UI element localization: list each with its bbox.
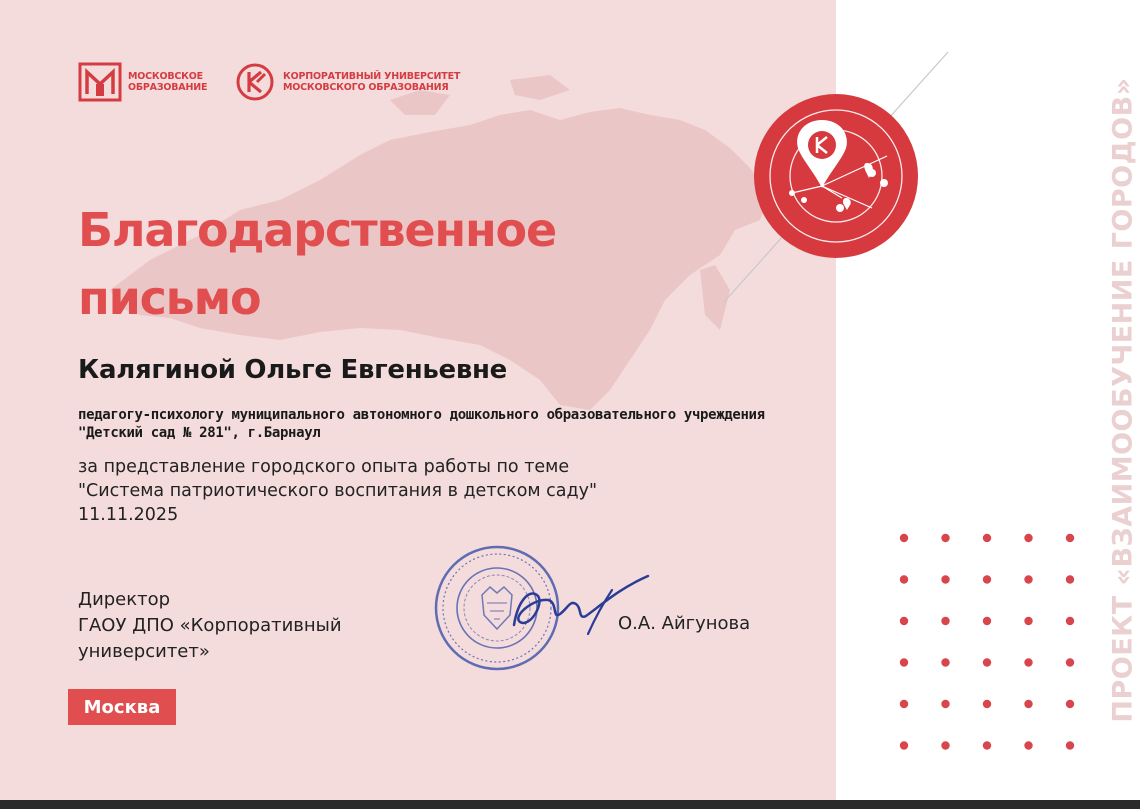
moscow-education-logo-icon bbox=[78, 62, 122, 102]
decorative-dot bbox=[1066, 617, 1074, 625]
decorative-dot bbox=[1024, 617, 1032, 625]
decorative-dot bbox=[900, 658, 908, 666]
document-date: 11.11.2025 bbox=[78, 505, 179, 525]
reason-line-1: за представление городского опыта работы по теме bbox=[78, 457, 570, 477]
logo2-line1: КОРПОРАТИВНЫЙ УНИВЕРСИТЕТ bbox=[283, 71, 461, 82]
decorative-dot bbox=[941, 658, 949, 666]
decorative-dot bbox=[1066, 575, 1074, 583]
decorative-dot bbox=[900, 700, 908, 708]
city-badge: Москва bbox=[68, 689, 176, 725]
decorative-dot bbox=[900, 575, 908, 583]
bottom-bar bbox=[0, 800, 1140, 809]
decorative-dot bbox=[1024, 741, 1032, 749]
signer-role bbox=[78, 587, 342, 665]
logo1-line1: МОСКОВСКОЕ bbox=[128, 71, 203, 82]
decorative-dot bbox=[983, 575, 991, 583]
decorative-dot bbox=[1024, 534, 1032, 542]
logo2-line2: МОСКОВСКОГО ОБРАЗОВАНИЯ bbox=[283, 82, 449, 93]
decorative-dot bbox=[941, 617, 949, 625]
decorative-dot-grid bbox=[898, 531, 1078, 751]
decorative-dot bbox=[1024, 658, 1032, 666]
decorative-dot bbox=[941, 575, 949, 583]
decorative-dot bbox=[1066, 658, 1074, 666]
decorative-dot bbox=[983, 741, 991, 749]
decorative-dot bbox=[983, 617, 991, 625]
decorative-dot bbox=[983, 534, 991, 542]
signer-name: О.А. Айгунова bbox=[618, 613, 751, 634]
decorative-dot bbox=[900, 534, 908, 542]
decorative-dot bbox=[1066, 741, 1074, 749]
corporate-university-logo-text bbox=[283, 71, 460, 93]
signer-role-line-2: ГАОУ ДПО «Корпоративный bbox=[78, 615, 342, 636]
decorative-dot bbox=[941, 741, 949, 749]
recipient-name: Калягиной Ольге Евгеньевне bbox=[78, 355, 508, 385]
map-pin-radar-emblem-icon bbox=[722, 48, 954, 308]
title-line-2: письмо bbox=[78, 271, 261, 325]
reason-line-2: "Система патриотического воспитания в детском саду" bbox=[78, 481, 598, 501]
moscow-education-logo-text bbox=[128, 71, 207, 93]
document-title bbox=[78, 196, 556, 332]
decorative-dot bbox=[1066, 700, 1074, 708]
decorative-dot bbox=[983, 658, 991, 666]
project-label: ПРОЕКТ «ВЗАИМООБУЧЕНИЕ ГОРОДОВ» bbox=[1107, 77, 1139, 723]
decorative-dot bbox=[941, 700, 949, 708]
moscow-education-logo bbox=[78, 62, 207, 102]
corporate-university-logo-icon bbox=[235, 62, 275, 102]
decorative-dot bbox=[900, 741, 908, 749]
title-line-1: Благодарственное bbox=[78, 203, 556, 257]
decorative-dot bbox=[1066, 534, 1074, 542]
corporate-university-logo bbox=[235, 62, 460, 102]
position-line-2: "Детский сад № 281", г.Барнаул bbox=[78, 425, 321, 441]
decorative-dot bbox=[941, 534, 949, 542]
decorative-dot bbox=[1024, 575, 1032, 583]
decorative-dot bbox=[1024, 700, 1032, 708]
position-line-1: педагогу-психологу муниципального автономного дошкольного образовательного учреждения bbox=[78, 407, 765, 423]
decorative-dot bbox=[900, 617, 908, 625]
logo1-line2: ОБРАЗОВАНИЕ bbox=[128, 82, 208, 93]
signer-role-line-3: университет» bbox=[78, 641, 210, 662]
award-reason bbox=[78, 455, 597, 527]
recipient-position bbox=[78, 406, 836, 442]
decorative-dot bbox=[983, 700, 991, 708]
signer-role-line-1: Директор bbox=[78, 589, 171, 610]
